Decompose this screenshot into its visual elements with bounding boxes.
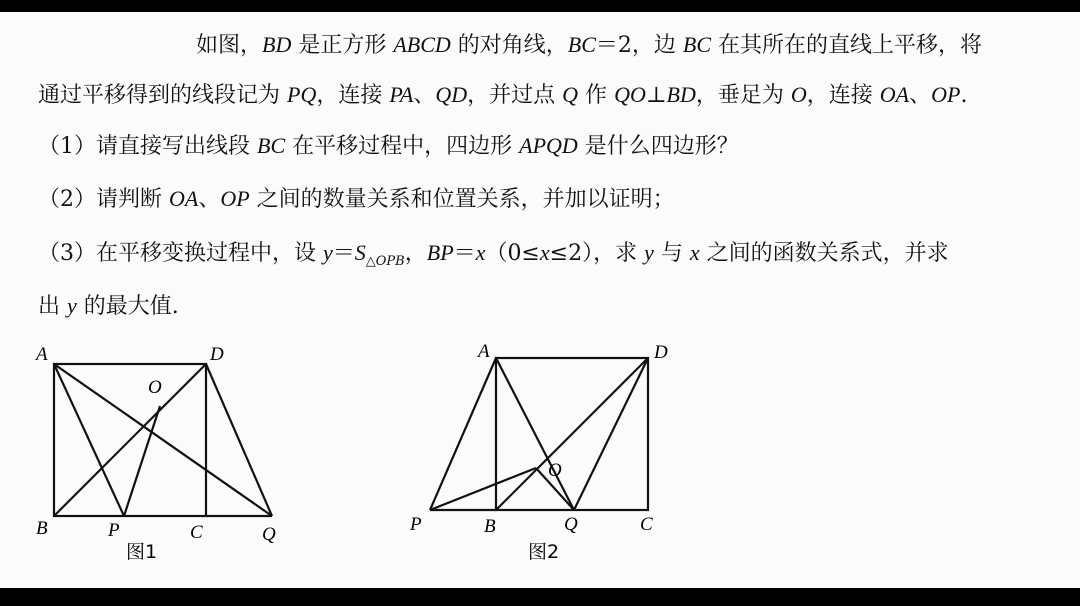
document-page: [0, 12, 1080, 588]
problem-intro-line: 如图，BD 是正方形 ABCD 的对角线，BC＝2，边 BC 在其所在的直线上平移，将: [196, 32, 983, 58]
question-3-cont: 出 y 的最大值.: [38, 293, 179, 319]
fig2-caption: 图2: [528, 541, 560, 563]
fig1-label-o: O: [148, 377, 162, 398]
fig1-label-b: B: [36, 518, 48, 539]
question-3: （3）在平移变换过程中，设 $y=S_{\triangle OPB}$，BP＝x（0≤x≤2），求 y 与 x 之间的函数关系式，并求: [38, 240, 949, 269]
fig1-label-c: C: [190, 522, 203, 543]
question-2: （2）请判断 OA、OP 之间的数量关系和位置关系，并加以证明；: [38, 186, 675, 212]
fig1-label-q: Q: [262, 524, 276, 545]
fig1-label-d: D: [210, 344, 224, 365]
fig2-label-b: B: [484, 516, 496, 537]
fig1-label-a: A: [36, 344, 48, 365]
figure-2-lines: [430, 358, 648, 510]
fig2-label-a: A: [478, 341, 490, 362]
fig2-label-q: Q: [564, 514, 578, 535]
problem-line-2: 通过平移得到的线段记为 PQ，连接 PA、QD，并过点 Q 作 QO⊥BD，垂足为 O，连接 OA、OP.: [38, 82, 968, 108]
figure-2: [0, 12, 1080, 588]
question-1: （1）请直接写出线段 BC 在平移过程中，四边形 APQD 是什么四边形？: [38, 133, 739, 159]
fig1-label-p: P: [108, 520, 120, 541]
fig2-label-d: D: [654, 342, 668, 363]
fig1-caption: 图1: [126, 541, 158, 563]
fig2-label-c: C: [640, 514, 653, 535]
fig2-label-o: O: [548, 460, 562, 481]
fig2-label-p: P: [410, 514, 422, 535]
